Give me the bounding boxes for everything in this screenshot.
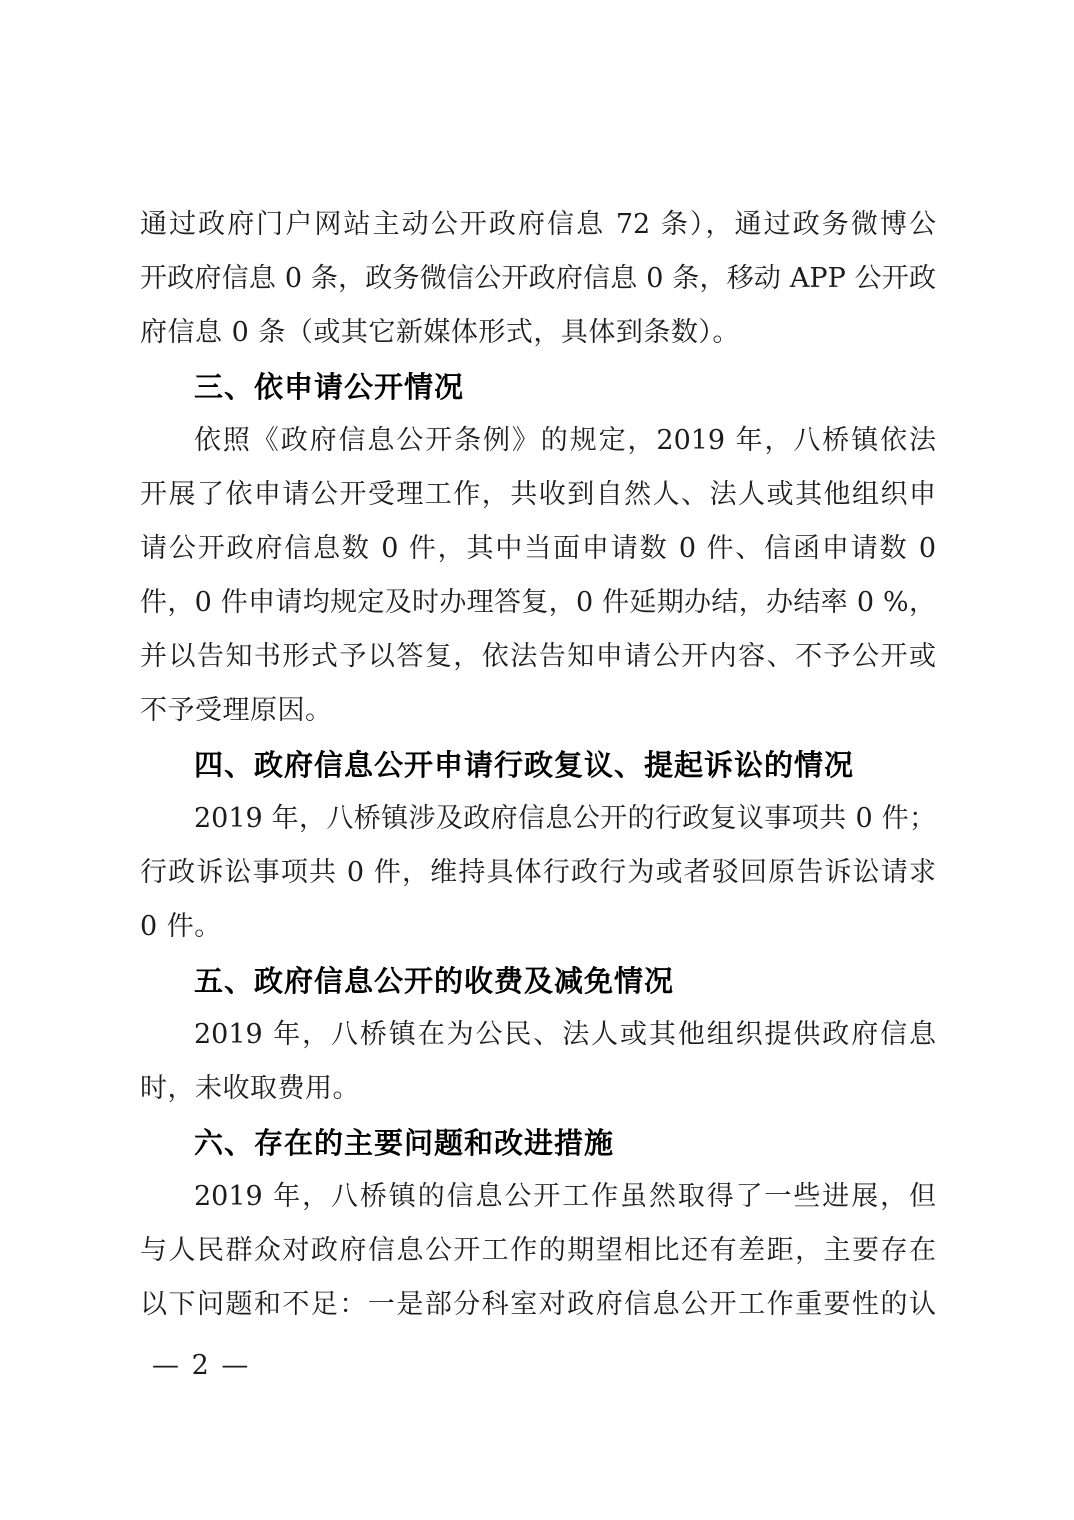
paragraph-line: 通过政府门户网站主动公开政府信息 72 条），通过政务微博公 <box>140 209 936 240</box>
page-number-footer: — 2 — <box>152 1350 251 1381</box>
document-body <box>140 198 936 1332</box>
paragraph-line: 依照《政府信息公开条例》的规定，2019 年，八桥镇依法 <box>194 425 936 456</box>
paragraph-line: 开政府信息 0 条，政务微信公开政府信息 0 条，移动 APP 公开政 <box>140 263 936 294</box>
section-heading: 三、依申请公开情况 <box>194 370 465 404</box>
paragraph-line: 开展了依申请公开受理工作，共收到自然人、法人或其他组织申 <box>140 479 936 510</box>
paragraph-line: 府信息 0 条（或其它新媒体形式，具体到条数）。 <box>140 317 740 348</box>
paragraph-line: 行政诉讼事项共 0 件，维持具体行政行为或者驳回原告诉讼请求 <box>140 857 936 888</box>
paragraph-line: 以下问题和不足：一是部分科室对政府信息公开工作重要性的认 <box>140 1289 936 1320</box>
paragraph-line: 与人民群众对政府信息公开工作的期望相比还有差距，主要存在 <box>140 1235 936 1266</box>
paragraph-line: 2019 年，八桥镇的信息公开工作虽然取得了一些进展，但 <box>194 1181 936 1212</box>
paragraph-line: 2019 年，八桥镇在为公民、法人或其他组织提供政府信息 <box>194 1019 936 1050</box>
paragraph-line: 不予受理原因。 <box>140 695 333 726</box>
paragraph-line: 请公开政府信息数 0 件，其中当面申请数 0 件、信函申请数 0 <box>140 533 936 564</box>
paragraph-line: 时，未收取费用。 <box>140 1073 360 1104</box>
paragraph-line: 件，0 件申请均规定及时办理答复，0 件延期办结，办结率 0 %， <box>140 587 936 618</box>
paragraph-line: 并以告知书形式予以答复，依法告知申请公开内容、不予公开或 <box>140 641 936 672</box>
section-heading: 五、政府信息公开的收费及减免情况 <box>194 964 675 998</box>
section-heading: 四、政府信息公开申请行政复议、提起诉讼的情况 <box>194 748 855 782</box>
section-heading: 六、存在的主要问题和改进措施 <box>194 1126 615 1160</box>
paragraph-line: 0 件。 <box>140 911 222 942</box>
paragraph-line: 2019 年，八桥镇涉及政府信息公开的行政复议事项共 0 件； <box>194 803 936 834</box>
